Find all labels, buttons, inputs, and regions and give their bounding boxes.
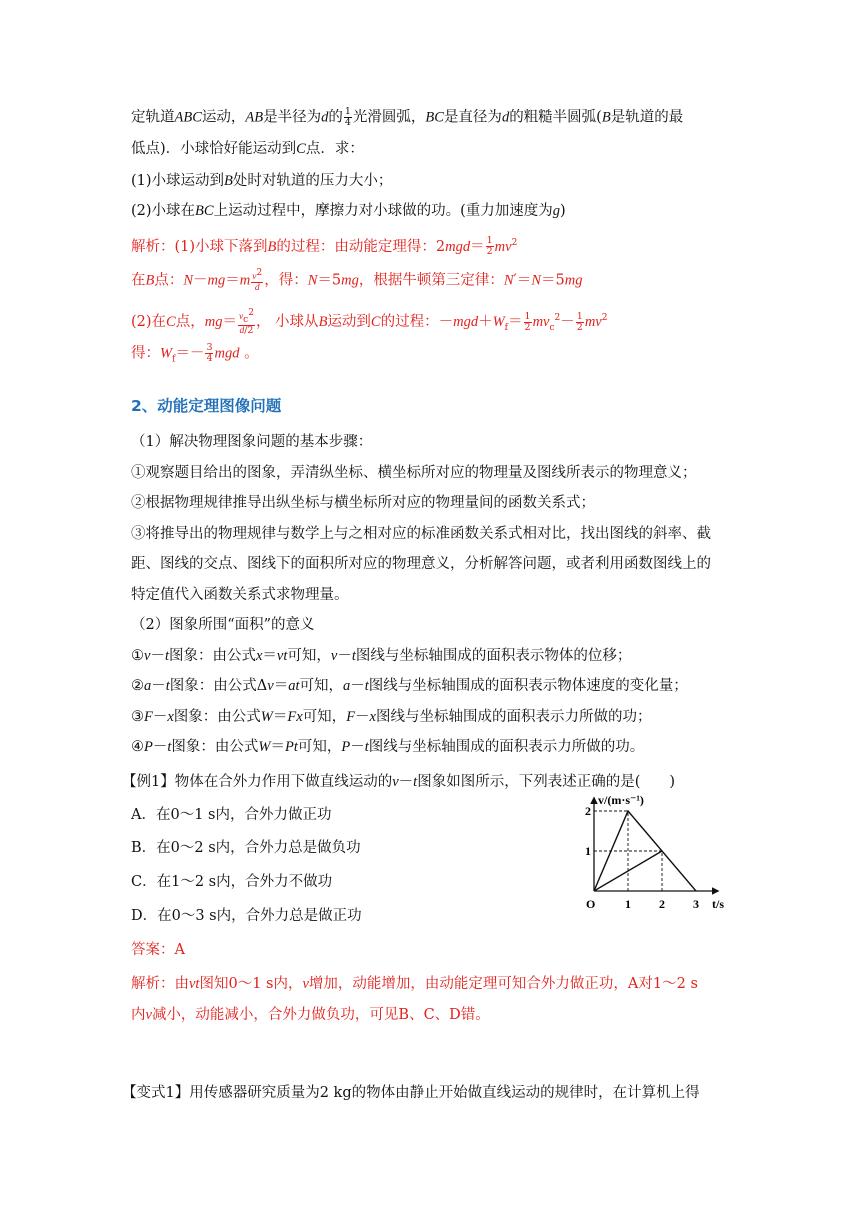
section-heading: 2、动能定理图像问题 [131, 397, 282, 415]
problem-line-1: 定轨道ABC运动，AB是半径为d的 $\frac{1}{4}$ 光滑圆弧，BC是直径为d的粗糙半圆弧(B是轨道的最 [131, 106, 684, 128]
section-paragraph-3: ②根据物理规律推导出纵坐标与横坐标所对应的物理量间的函数关系式； [131, 495, 595, 511]
option-b: B．在0～2 s内，合外力总是做负功 [131, 840, 361, 856]
solution-line-4: 得：$W_f=-$ $\frac{3}{4}$ mgd 。 [131, 342, 259, 365]
section-paragraph-6: ①v－t图象：由公式x＝vt可知，v－t图线与坐标轴围成的面积表示物体的位移； [131, 648, 632, 664]
answer: 答案：A [131, 942, 185, 958]
dashed-guides [594, 811, 662, 891]
x-tick-label-1: 1 [625, 897, 631, 911]
y-tick-label-1: 1 [585, 844, 591, 858]
section-paragraph-7: ②a－t图象：由公式Δv＝at可知，a－t图线与坐标轴围成的面积表示物体速度的变化量； [131, 678, 688, 694]
solution-line-1: 解析：(1)小球下落到B的过程：由动能定理得：2mgd＝ $\frac{1}{2}$ $mv^2$ [131, 235, 518, 258]
section-paragraph-2: ①观察题目给出的图象，弄清纵坐标、横坐标所对应的物理量及图线所表示的物理意义； [131, 465, 697, 481]
section-paragraph-8: ③F－x图象：由公式W＝Fx可知，F－x图线与坐标轴围成的面积表示力所做的功； [131, 709, 652, 725]
option-a: A．在0～1 s内，合外力做正功 [131, 807, 332, 823]
x-tick-label-2: 2 [659, 897, 665, 911]
question-1: (1)小球运动到B处时对轨道的压力大小； [131, 173, 393, 189]
vt-chart [586, 790, 736, 915]
y-tick-label-2: 2 [585, 804, 591, 818]
variant-stem: 【变式1】用传感器研究质量为2 kg的物体由静止开始做直线运动的规律时，在计算机上得 [122, 1085, 700, 1101]
section-paragraph-4c: 特定值代入函数关系式求物理量。 [131, 587, 349, 603]
option-d: D．在0～3 s内，合外力总是做正功 [131, 908, 362, 924]
problem-line-2: 低点)．小球恰好能运动到C点．求： [131, 141, 364, 157]
section-paragraph-1: （1）解决物理图象问题的基本步骤： [131, 434, 373, 450]
analysis-line-2: 内v减小，动能减小，合外力做负功，可见B、C、D错。 [131, 1007, 490, 1023]
example-stem: 【例1】物体在合外力作用下做直线运动的v－t图象如图所示，下列表述正确的是( ) [122, 774, 676, 790]
x-tick-label-3: 3 [693, 897, 699, 911]
section-paragraph-4b: 距、图线的交点、图线下的面积所对应的物理意义，分析解答问题，或者利用函数图线上的 [131, 556, 711, 572]
option-c: C．在1～2 s内，合外力不做功 [131, 874, 333, 890]
y-axis-label: v/(m·s⁻¹) [598, 793, 644, 807]
question-2: (2)小球在BC上运动过程中，摩擦力对小球做的功。(重力加速度为g) [131, 203, 566, 219]
section-paragraph-4a: ③将推导出的物理规律与数学上与之相对应的标准函数关系式相对比，找出图线的斜率、截 [131, 526, 711, 542]
solution-line-2: 在B点：N－mg＝m $\frac{v^2}{d}$ ，得：N＝5mg，根据牛顿第三定律：N′＝N＝5mg [131, 268, 583, 294]
x-axis-label: t/s [712, 897, 724, 911]
section-paragraph-5: （2）图象所围“面积”的意义 [131, 617, 315, 633]
solution-line-3: (2)在C点，mg＝ $\frac{v_c^2}{d/2}$ ， 小球从B运动到C的过程：$-mgd+W_f=$ $\frac{1}{2}$ $mv_c^2-$ $\frac{1}{2}$ $mv^2$ [131, 308, 608, 337]
section-paragraph-9: ④P－t图象：由公式W＝Pt可知，P－t图线与坐标轴围成的面积表示力所做的功。 [131, 739, 645, 755]
origin-label: O [586, 897, 596, 911]
analysis-line-1: 解析：由vt图知0～1 s内，v增加，动能增加，由动能定理可知合外力做正功，A对1～2 s [131, 976, 698, 992]
